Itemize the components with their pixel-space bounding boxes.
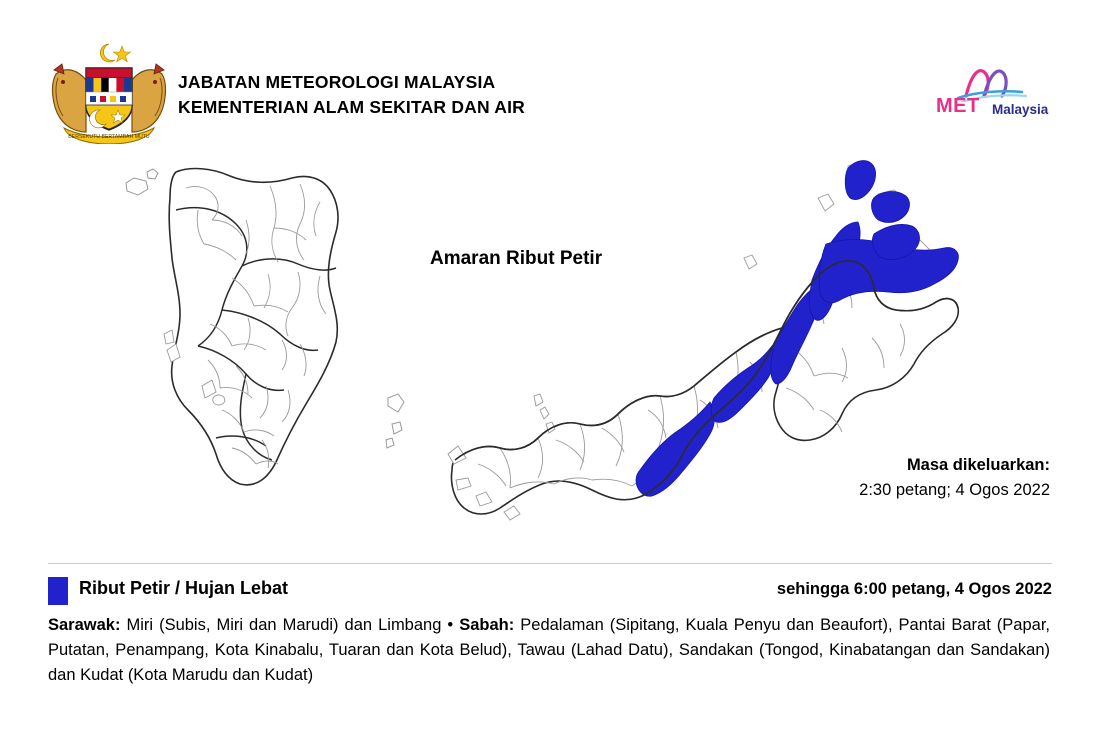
issue-time-value: 2:30 petang; 4 Ogos 2022 — [859, 480, 1050, 499]
legend-label: Ribut Petir / Hujan Lebat — [79, 578, 289, 598]
met-logo-text: MET — [936, 95, 980, 117]
department-name: JABATAN METEOROLOGI MALAYSIA — [178, 72, 496, 92]
sabah-label: Sabah: — [459, 616, 515, 634]
sabah-areas: Pedalaman (Sipitang, Kuala Penyu dan Beaufort), Pantai Barat (Papar, Putatan, Penampang, Kota Kinabalu, Tuaran dan Kota Belud), Tawau (Lahad Datu), Sandakan (Tongod, Kinabatangan dan Sandakan) dan Kudat (Kota Marudu dan Kudat) — [48, 616, 1051, 684]
met-logo-subtext: Malaysia — [992, 102, 1049, 117]
malaysia-coat-of-arms-icon — [46, 40, 172, 144]
sarawak-areas: Miri (Subis, Miri dan Marudi) dan Limbang — [120, 616, 448, 634]
area-separator: • — [447, 616, 460, 634]
legend-row — [48, 575, 1052, 607]
sarawak-label: Sarawak: — [48, 616, 121, 634]
peninsular-malaysia-region — [126, 169, 404, 485]
map-title: Amaran Ribut Petir — [430, 248, 603, 269]
issue-time-label: Masa dikeluarkan: — [906, 456, 1050, 474]
section-divider — [48, 563, 1052, 564]
page-header — [0, 0, 1100, 148]
issue-time-block — [859, 453, 1050, 503]
ministry-name: KEMENTERIAN ALAM SEKITAR DAN AIR — [178, 97, 525, 118]
organisation-title — [178, 70, 525, 121]
malaysia-warning-map — [0, 148, 1100, 553]
svg-text:BERSEKUTU BERTAMBAH MUTU: BERSEKUTU BERTAMBAH MUTU — [68, 134, 150, 140]
affected-areas-description — [48, 613, 1050, 688]
legend-color-swatch — [48, 577, 68, 605]
met-malaysia-logo-icon — [936, 62, 1052, 120]
legend-valid-until: sehingga 6:00 petang, 4 Ogos 2022 — [776, 580, 1052, 598]
